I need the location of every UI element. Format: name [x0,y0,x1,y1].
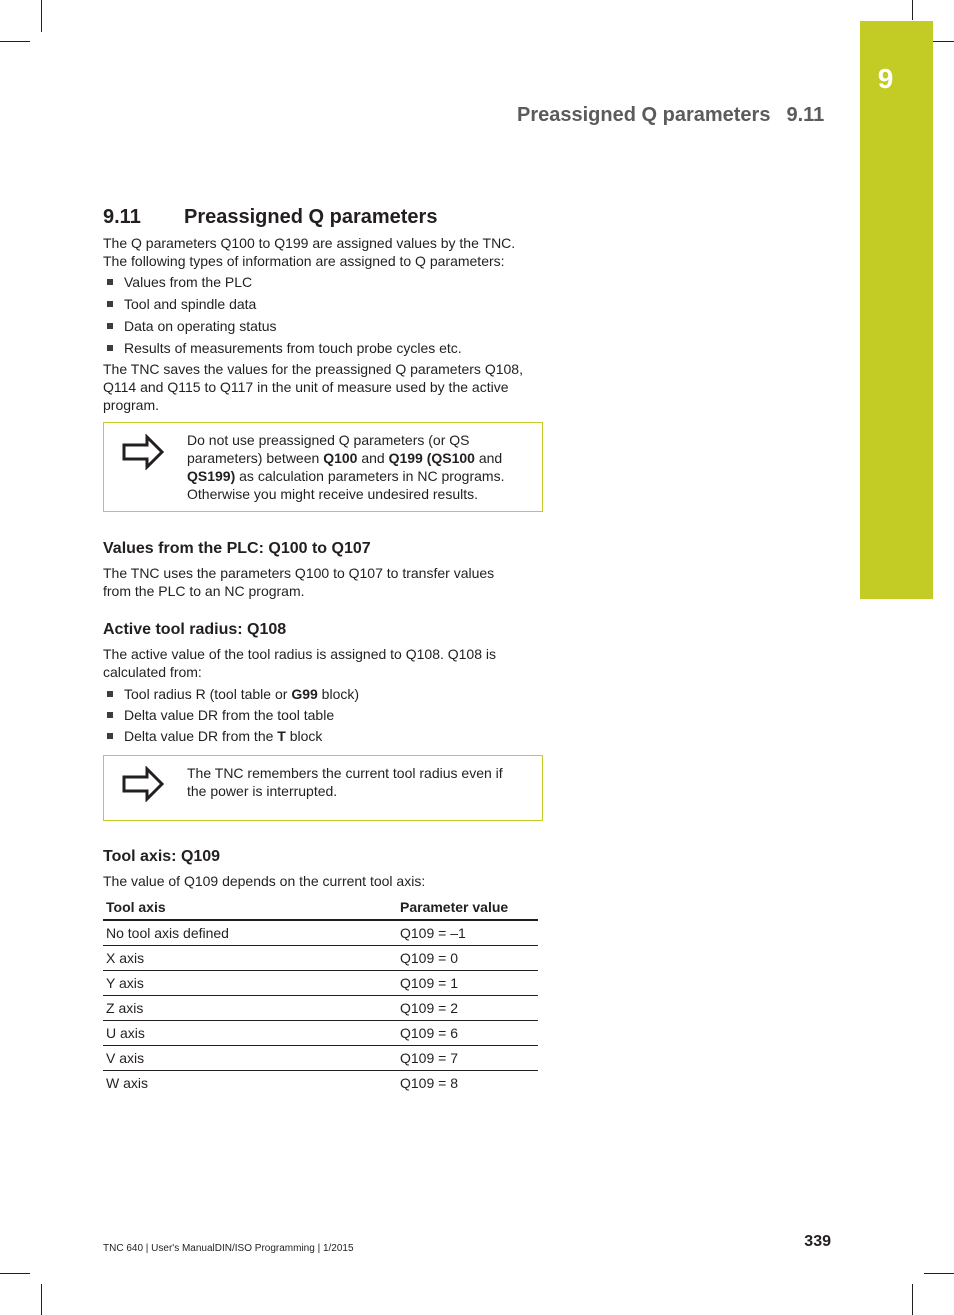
table-cell: Y axis [103,971,397,996]
intro-paragraph: The Q parameters Q100 to Q199 are assigned values by the TNC. The following types of information are assigned to Q parameters: [103,235,516,269]
bold-term: QS199) [187,468,236,484]
radius-heading: Active tool radius: Q108 [103,621,287,638]
tool-axis-table [103,895,538,1095]
note-box [103,422,543,512]
units-paragraph: The TNC saves the values for the preassigned Q parameters Q108, Q114 and Q115 to Q117 in the unit of measure used by the active program. [103,361,523,413]
list-item: Tool and spindle data [103,295,543,313]
note-box [103,755,543,821]
table-row [103,1021,538,1046]
chapter-tab [860,21,933,599]
list-item: Delta value DR from the tool table [103,706,543,724]
table-cell: X axis [103,946,397,971]
table-cell: V axis [103,1046,397,1071]
table-cell: Q109 = 6 [397,1021,538,1046]
crop-mark [41,0,42,32]
table-cell: Q109 = 7 [397,1046,538,1071]
table-row [103,920,538,946]
list-item: Results of measurements from touch probe cycles etc. [103,339,543,357]
crop-mark [924,1273,954,1274]
page-number: 339 [804,1233,831,1250]
info-type-list [103,273,543,357]
radius-paragraph: The active value of the tool radius is assigned to Q108. Q108 is calculated from: [103,646,497,680]
crop-mark [0,41,30,42]
chapter-number: 9 [877,63,894,94]
column-header: Parameter value [397,895,538,920]
table-row [103,996,538,1021]
footer-text: TNC 640 | User's ManualDIN/ISO Programming | 1/2015 [103,1243,354,1254]
section-heading [103,203,543,231]
bold-term: Q100 [323,450,358,466]
arrow-right-icon [121,766,165,802]
bold-term: T [277,728,286,744]
list-item: Values from the PLC [103,273,543,291]
axis-paragraph: The value of Q109 depends on the current tool axis: [103,873,426,889]
axis-heading: Tool axis: Q109 [103,848,221,865]
plc-heading: Values from the PLC: Q100 to Q107 [103,540,371,557]
note-text: The TNC remembers the current tool radius even if the power is interrupted. [187,765,503,799]
table-cell: Q109 = 2 [397,996,538,1021]
column-header: Tool axis [103,895,397,920]
table-cell: Q109 = 0 [397,946,538,971]
main-content [103,203,543,1095]
section-number: 9.11 [103,206,141,228]
table-cell: Z axis [103,996,397,1021]
table-cell: U axis [103,1021,397,1046]
radius-list [103,685,543,745]
section-title: Preassigned Q parameters [184,206,438,228]
crop-mark [0,1273,30,1274]
list-item: Delta value DR from the T block [103,727,543,745]
table-cell: Q109 = 1 [397,971,538,996]
table-cell: Q109 = –1 [397,920,538,946]
arrow-right-icon [121,434,165,470]
plc-paragraph: The TNC uses the parameters Q100 to Q107 to transfer values from the PLC to an NC program. [103,565,495,599]
running-head-title: Preassigned Q parameters [517,104,771,126]
crop-mark [912,0,913,20]
table-cell: Q109 = 8 [400,1075,458,1091]
crop-mark [41,1284,42,1315]
table-row [103,971,538,996]
table-cell: W axis [106,1075,148,1091]
running-head [517,104,831,127]
table-row [103,1046,538,1071]
bold-term: Q199 (QS100 [388,450,475,466]
list-item: Tool radius R (tool table or G99 block) [103,685,543,703]
table-header-row [103,895,538,920]
table-cell: No tool axis defined [103,920,397,946]
bold-term: G99 [291,686,318,702]
note-text: Do not use preassigned Q parameters (or QS parameters) between Q100 and Q199 (QS100 and QS199) as calculation parameters in NC programs. Otherwise you might receive undesired results. [187,432,505,502]
crop-mark [912,1284,913,1315]
list-item: Data on operating status [103,317,543,335]
table-row [103,946,538,971]
table-row [103,1071,538,1096]
running-head-number: 9.11 [786,104,825,126]
